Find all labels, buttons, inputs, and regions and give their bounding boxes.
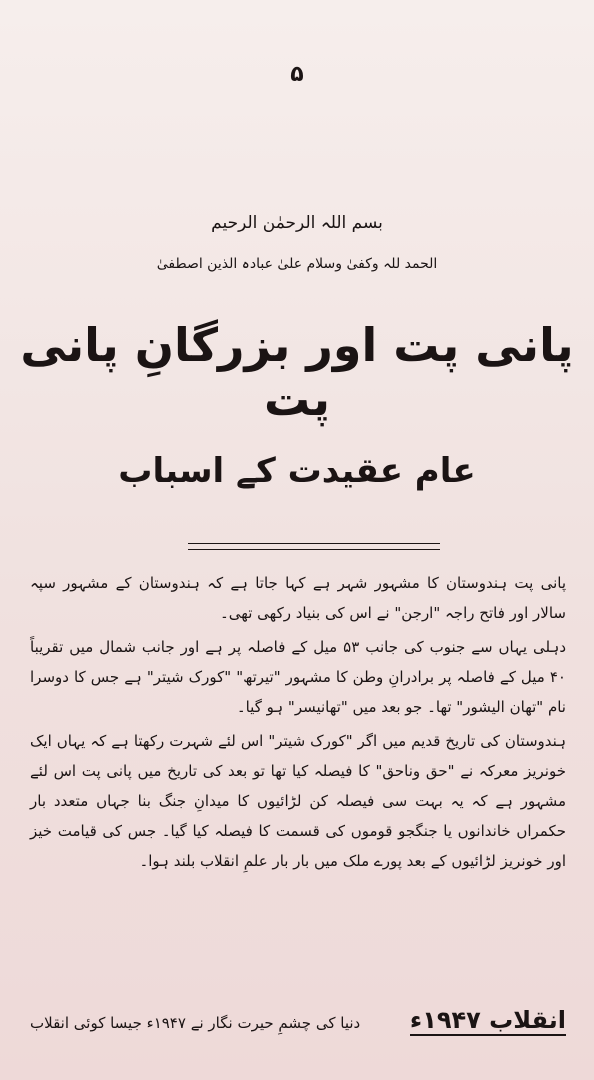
bismillah-heading: بسم اللہ الرحمٰن الرحیم <box>211 213 383 233</box>
page-number: ۵ <box>290 62 304 87</box>
body-text <box>30 568 566 880</box>
paragraph: ہندوستان کی تاریخ قدیم میں اگر "کورک شیتر" اس لئے شہرت رکھتا ہے کہ یہاں ایک خونریز معرکہ نے "حق وناحق" کا فیصلہ کیا تھا تو بعد کی تاریخ میں پانی پت اس لئے مشہور ہے کہ یہ بہت سی فیصلہ کن لڑائیوں کا میدانِ جنگ بنا جہاں متعدد بار حکمراں خاندانوں یا جنگجو قوموں کی قسمت کا فیصلہ کیا گیا۔ جس کی قیامت خیز اور خونریز لڑائیوں کے بعد پورے ملک میں بار بار علمِ انقلاب بلند ہوا۔ <box>30 732 566 870</box>
divider-line-top <box>188 543 440 544</box>
hamd-line: الحمد للہ وکفیٰ وسلام علیٰ عبادہ الذین اصطفیٰ <box>156 256 438 272</box>
divider-line-bottom <box>188 549 440 550</box>
section-subtitle: عام عقیدت کے اسباب <box>118 451 476 491</box>
paragraph: پانی پت ہندوستان کا مشہور شہر ہے کہا جاتا ہے کہ ہندوستان کے مشہور سپہ سالار اور فاتح راجہ "ارجن" نے اس کی بنیاد رکھی تھی۔ <box>30 574 566 622</box>
page-title: پانی پت اور بزرگانِ پانی پت <box>20 318 574 426</box>
paragraph: دہلی یہاں سے جنوب کی جانب ۵۳ میل کے فاصلہ پر ہے اور جانب شمال میں تقریباً ۴۰ میل کے فاصلہ پر برادرانِ وطن کا مشہور "تیرتھ" "کورک شیتر" ہے جس کا دوسرا نام "تھان الیشور" تھا۔ جو بعد میں "تھانیسر" ہو گیا۔ <box>30 638 566 716</box>
footer-heading: انقلاب ۱۹۴۷ء <box>409 1006 566 1034</box>
footer-text: دنیا کی چشمِ حیرت نگار نے ۱۹۴۷ء جیسا کوئی انقلاب <box>30 1014 361 1032</box>
footer-line <box>30 1006 566 1050</box>
